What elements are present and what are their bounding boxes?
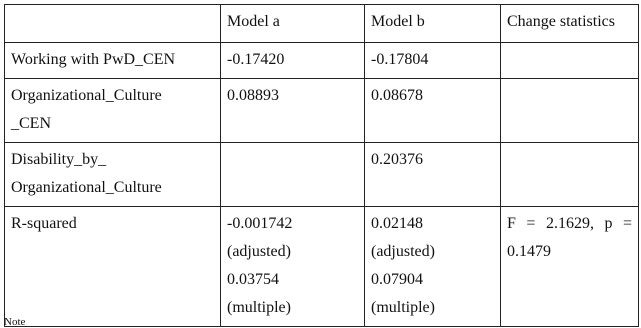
- header-cell-empty: [5, 5, 221, 43]
- model-a-value: [221, 79, 365, 143]
- change-token: =: [622, 215, 632, 232]
- model-b-value-line: -0.17804: [371, 51, 429, 68]
- regression-results-table: [4, 4, 639, 327]
- table-header-row: [5, 5, 639, 43]
- table-row-organizational-culture: [5, 79, 639, 143]
- model-a-value: [221, 207, 365, 327]
- model-a-value-line: -0.001742: [227, 215, 293, 232]
- model-a-value-line: -0.17420: [227, 51, 285, 68]
- model-b-value: [365, 43, 501, 79]
- model-b-value-line: 0.20376: [371, 151, 423, 168]
- model-b-value-line: 0.02148: [371, 215, 423, 232]
- header-cell-model-a: Model a: [221, 5, 365, 43]
- model-b-value-line: 0.07904: [371, 271, 423, 288]
- change-statistics-value: [501, 207, 639, 327]
- change-token: 2.1629,: [545, 215, 594, 232]
- model-a-value-line: 0.03754: [227, 271, 279, 288]
- change-statistics-value: [501, 143, 639, 207]
- model-b-value: [365, 143, 501, 207]
- change-token: p: [604, 215, 613, 232]
- model-b-value: [365, 207, 501, 327]
- row-label-line: R-squared: [11, 215, 77, 232]
- model-a-value-line: (multiple): [227, 299, 291, 316]
- change-statistics-value: [501, 43, 639, 79]
- change-statistics-line: 0.1479: [507, 243, 551, 260]
- change-token: F: [507, 215, 516, 232]
- row-label-line: Organizational_Culture: [11, 87, 162, 104]
- change-token: =: [526, 215, 536, 232]
- model-b-value: [365, 79, 501, 143]
- row-label-line: Organizational_Culture: [11, 179, 162, 196]
- model-b-value-line: 0.08678: [371, 87, 423, 104]
- row-label-line: _CEN: [11, 115, 51, 132]
- table-note: Note: [4, 316, 26, 328]
- table-row-r-squared: [5, 207, 639, 327]
- change-statistics-line: [507, 210, 632, 238]
- table-row-working-with-pwd: [5, 43, 639, 79]
- model-a-value-line: 0.08893: [227, 87, 279, 104]
- table-row-disability-by-culture: [5, 143, 639, 207]
- change-statistics-value: [501, 79, 639, 143]
- model-a-value: [221, 143, 365, 207]
- model-b-value-line: (adjusted): [371, 243, 435, 260]
- model-b-value-line: (multiple): [371, 299, 435, 316]
- header-cell-change-statistics: Change statistics: [501, 5, 639, 43]
- row-label-line: Disability_by_: [11, 151, 107, 168]
- row-label: [5, 143, 221, 207]
- row-label-line: Working with PwD_CEN: [11, 51, 176, 68]
- model-a-value: [221, 43, 365, 79]
- model-a-value-line: (adjusted): [227, 243, 291, 260]
- row-label: [5, 207, 221, 327]
- header-cell-model-b: Model b: [365, 5, 501, 43]
- row-label: [5, 43, 221, 79]
- row-label: [5, 79, 221, 143]
